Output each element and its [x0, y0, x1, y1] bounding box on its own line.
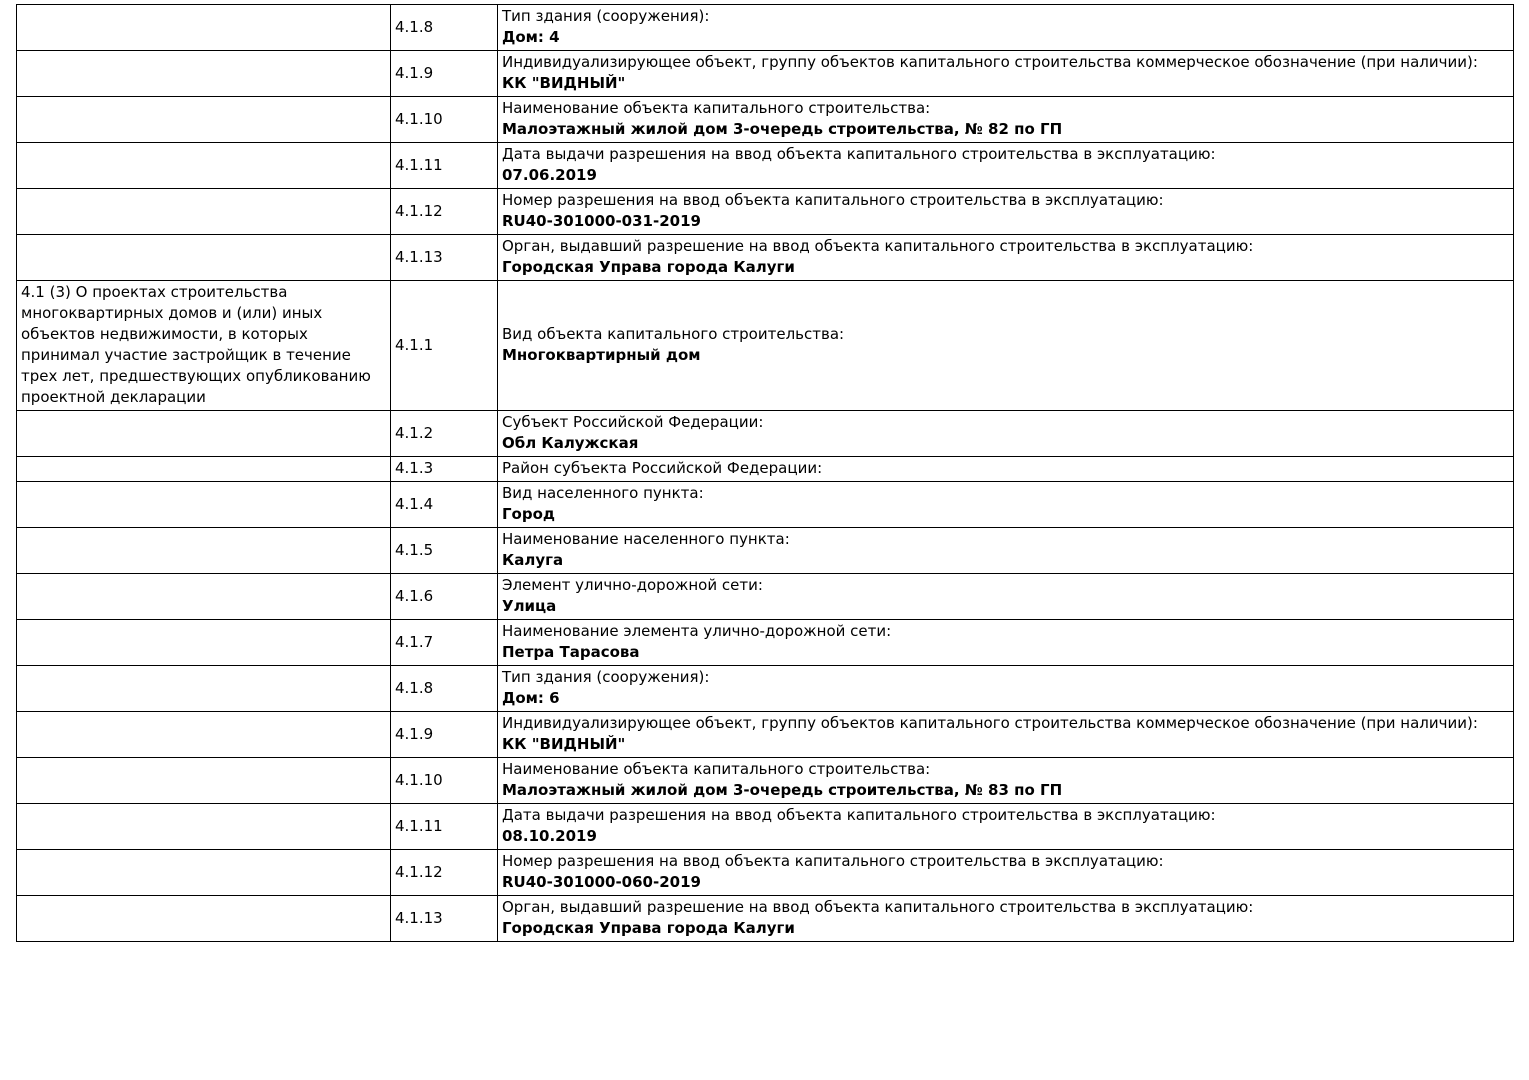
- field-value: Обл Калужская: [502, 434, 639, 452]
- row-code: 4.1.12: [391, 850, 498, 896]
- table-row: [17, 712, 1514, 758]
- field-value: КК "ВИДНЫЙ": [502, 74, 626, 92]
- declaration-table-body: [17, 5, 1514, 942]
- field-value: Дом: 6: [502, 689, 560, 707]
- field-label: Номер разрешения на ввод объекта капитального строительства в эксплуатацию:: [502, 191, 1164, 209]
- field-value: Петра Тарасова: [502, 643, 640, 661]
- row-code: 4.1.12: [391, 189, 498, 235]
- table-row: [17, 411, 1514, 457]
- row-code: 4.1.1: [391, 281, 498, 411]
- row-code: 4.1.10: [391, 758, 498, 804]
- row-content: [498, 189, 1514, 235]
- row-content: [498, 97, 1514, 143]
- table-row: [17, 5, 1514, 51]
- declaration-table: [16, 4, 1514, 942]
- field-value: Малоэтажный жилой дом 3-очередь строительства, № 83 по ГП: [502, 781, 1063, 799]
- field-value: Калуга: [502, 551, 564, 569]
- field-label: Район субъекта Российской Федерации:: [502, 459, 823, 477]
- section-cell: [17, 411, 391, 457]
- table-row: [17, 97, 1514, 143]
- section-cell: [17, 51, 391, 97]
- row-content: [498, 804, 1514, 850]
- table-row: [17, 51, 1514, 97]
- section-cell: [17, 281, 391, 411]
- field-label: Номер разрешения на ввод объекта капитального строительства в эксплуатацию:: [502, 852, 1164, 870]
- row-code: 4.1.7: [391, 620, 498, 666]
- table-row: [17, 620, 1514, 666]
- table-row: [17, 666, 1514, 712]
- section-cell: [17, 666, 391, 712]
- section-cell: [17, 758, 391, 804]
- table-row: [17, 143, 1514, 189]
- section-cell: [17, 804, 391, 850]
- section-title: 4.1 (3) О проектах строительства многоквартирных домов и (или) иных объектов недвижимости, в которых принимал участие застройщик в течение трех лет, предшествующих опубликованию проектной декларации: [21, 283, 371, 406]
- field-label: Наименование элемента улично-дорожной сети:: [502, 622, 892, 640]
- section-cell: [17, 850, 391, 896]
- row-content: [498, 411, 1514, 457]
- field-label: Субъект Российской Федерации:: [502, 413, 764, 431]
- field-label: Дата выдачи разрешения на ввод объекта капитального строительства в эксплуатацию:: [502, 145, 1216, 163]
- field-label: Орган, выдавший разрешение на ввод объекта капитального строительства в эксплуатацию:: [502, 898, 1254, 916]
- field-value: Город: [502, 505, 556, 523]
- field-value: RU40-301000-060-2019: [502, 873, 701, 891]
- section-cell: [17, 482, 391, 528]
- table-row: [17, 574, 1514, 620]
- row-content: [498, 574, 1514, 620]
- field-value: Малоэтажный жилой дом 3-очередь строительства, № 82 по ГП: [502, 120, 1063, 138]
- field-label: Вид населенного пункта:: [502, 484, 704, 502]
- row-code: 4.1.11: [391, 143, 498, 189]
- row-code: 4.1.10: [391, 97, 498, 143]
- field-value: Многоквартирный дом: [502, 346, 701, 364]
- row-code: 4.1.4: [391, 482, 498, 528]
- field-label: Элемент улично-дорожной сети:: [502, 576, 763, 594]
- field-value: Городская Управа города Калуги: [502, 919, 795, 937]
- table-row: [17, 457, 1514, 482]
- row-code: 4.1.8: [391, 666, 498, 712]
- field-value: 08.10.2019: [502, 827, 597, 845]
- field-value: КК "ВИДНЫЙ": [502, 735, 626, 753]
- field-label: Дата выдачи разрешения на ввод объекта капитального строительства в эксплуатацию:: [502, 806, 1216, 824]
- table-row: [17, 758, 1514, 804]
- table-row: [17, 189, 1514, 235]
- row-content: [498, 896, 1514, 942]
- section-cell: [17, 896, 391, 942]
- field-label: Индивидуализирующее объект, группу объектов капитального строительства коммерческое обозначение (при наличии):: [502, 714, 1478, 732]
- row-content: [498, 850, 1514, 896]
- table-row: [17, 281, 1514, 411]
- row-code: 4.1.9: [391, 712, 498, 758]
- row-code: 4.1.13: [391, 896, 498, 942]
- section-cell: [17, 143, 391, 189]
- row-content: [498, 457, 1514, 482]
- field-value: Городская Управа города Калуги: [502, 258, 795, 276]
- row-content: [498, 482, 1514, 528]
- row-code: 4.1.11: [391, 804, 498, 850]
- row-content: [498, 5, 1514, 51]
- field-label: Наименование объекта капитального строительства:: [502, 99, 931, 117]
- table-row: [17, 896, 1514, 942]
- row-content: [498, 758, 1514, 804]
- field-label: Вид объекта капитального строительства:: [502, 325, 845, 343]
- row-content: [498, 143, 1514, 189]
- row-code: 4.1.3: [391, 457, 498, 482]
- section-cell: [17, 189, 391, 235]
- section-cell: [17, 457, 391, 482]
- field-label: Индивидуализирующее объект, группу объектов капитального строительства коммерческое обозначение (при наличии):: [502, 53, 1478, 71]
- field-label: Тип здания (сооружения):: [502, 7, 710, 25]
- row-content: [498, 281, 1514, 411]
- row-content: [498, 51, 1514, 97]
- row-code: 4.1.2: [391, 411, 498, 457]
- field-label: Наименование населенного пункта:: [502, 530, 790, 548]
- row-content: [498, 712, 1514, 758]
- table-row: [17, 528, 1514, 574]
- section-cell: [17, 712, 391, 758]
- row-content: [498, 666, 1514, 712]
- row-code: 4.1.13: [391, 235, 498, 281]
- row-content: [498, 528, 1514, 574]
- table-row: [17, 804, 1514, 850]
- section-cell: [17, 574, 391, 620]
- row-content: [498, 235, 1514, 281]
- row-code: 4.1.5: [391, 528, 498, 574]
- field-value: Улица: [502, 597, 557, 615]
- table-row: [17, 482, 1514, 528]
- row-content: [498, 620, 1514, 666]
- section-cell: [17, 528, 391, 574]
- section-cell: [17, 5, 391, 51]
- row-code: 4.1.8: [391, 5, 498, 51]
- row-code: 4.1.6: [391, 574, 498, 620]
- section-cell: [17, 235, 391, 281]
- table-row: [17, 235, 1514, 281]
- table-row: [17, 850, 1514, 896]
- row-code: 4.1.9: [391, 51, 498, 97]
- field-value: Дом: 4: [502, 28, 560, 46]
- field-label: Наименование объекта капитального строительства:: [502, 760, 931, 778]
- field-value: 07.06.2019: [502, 166, 597, 184]
- field-label: Тип здания (сооружения):: [502, 668, 710, 686]
- section-cell: [17, 620, 391, 666]
- field-label: Орган, выдавший разрешение на ввод объекта капитального строительства в эксплуатацию:: [502, 237, 1254, 255]
- section-cell: [17, 97, 391, 143]
- field-value: RU40-301000-031-2019: [502, 212, 701, 230]
